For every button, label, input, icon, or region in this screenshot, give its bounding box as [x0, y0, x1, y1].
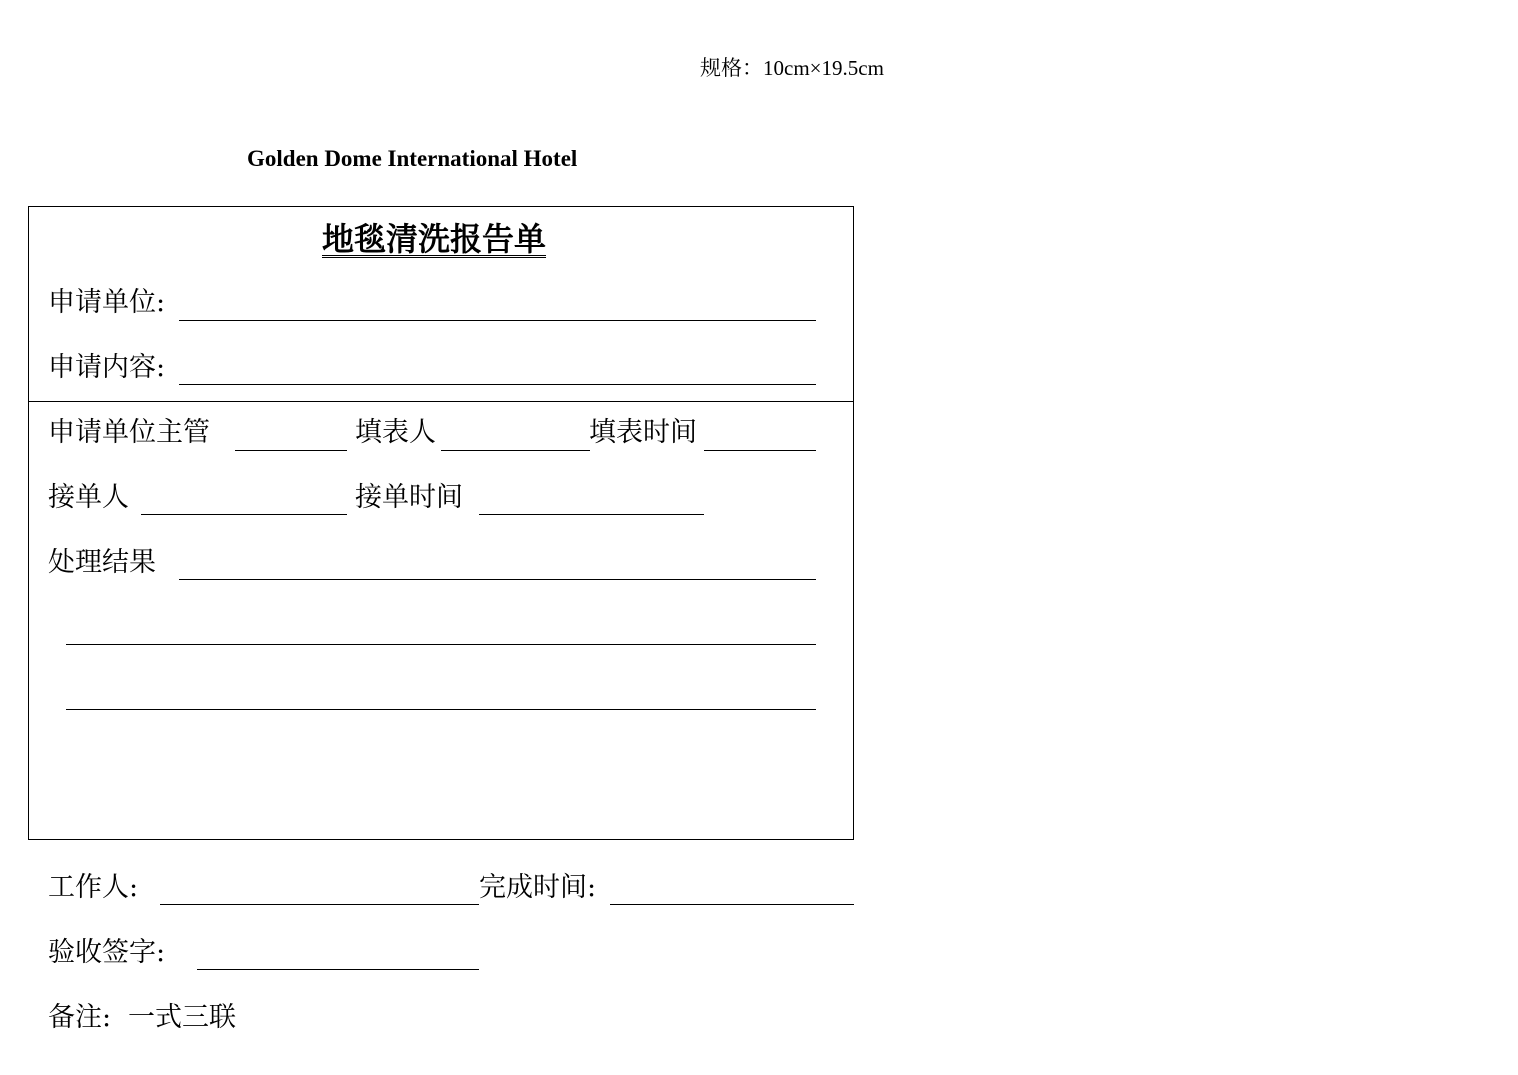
request-content-field[interactable]	[179, 384, 816, 385]
form-title: 地毯清洗报告单	[322, 220, 547, 258]
result-field-line-1[interactable]	[179, 579, 816, 580]
receive-time-label: 接单时间	[355, 482, 463, 513]
form-divider	[28, 401, 854, 402]
remark-label: 备注:	[48, 1002, 112, 1033]
paper-spec: 规格：10cm×19.5cm	[700, 56, 884, 80]
filler-label: 填表人	[355, 417, 436, 448]
filler-field[interactable]	[441, 450, 590, 451]
applicant-unit-label: 申请单位:	[48, 287, 166, 318]
hotel-name: Golden Dome International Hotel	[247, 146, 578, 171]
worker-field[interactable]	[160, 904, 479, 905]
completion-time-field[interactable]	[610, 904, 854, 905]
result-label: 处理结果	[48, 547, 156, 578]
result-field-line-3[interactable]	[66, 709, 816, 710]
acceptance-signature-field[interactable]	[197, 969, 479, 970]
receiver-label: 接单人	[48, 482, 129, 513]
result-field-line-2[interactable]	[66, 644, 816, 645]
applicant-unit-field[interactable]	[179, 320, 816, 321]
completion-time-label: 完成时间:	[479, 872, 597, 903]
unit-supervisor-label: 申请单位主管	[48, 417, 210, 448]
receiver-field[interactable]	[141, 514, 347, 515]
remark-value: 一式三联	[128, 1002, 236, 1033]
acceptance-signature-label: 验收签字:	[48, 937, 166, 968]
fill-time-field[interactable]	[704, 450, 816, 451]
unit-supervisor-field[interactable]	[235, 450, 347, 451]
request-content-label: 申请内容:	[48, 352, 166, 383]
worker-label: 工作人:	[48, 872, 139, 903]
receive-time-field[interactable]	[479, 514, 704, 515]
fill-time-label: 填表时间	[589, 417, 697, 448]
